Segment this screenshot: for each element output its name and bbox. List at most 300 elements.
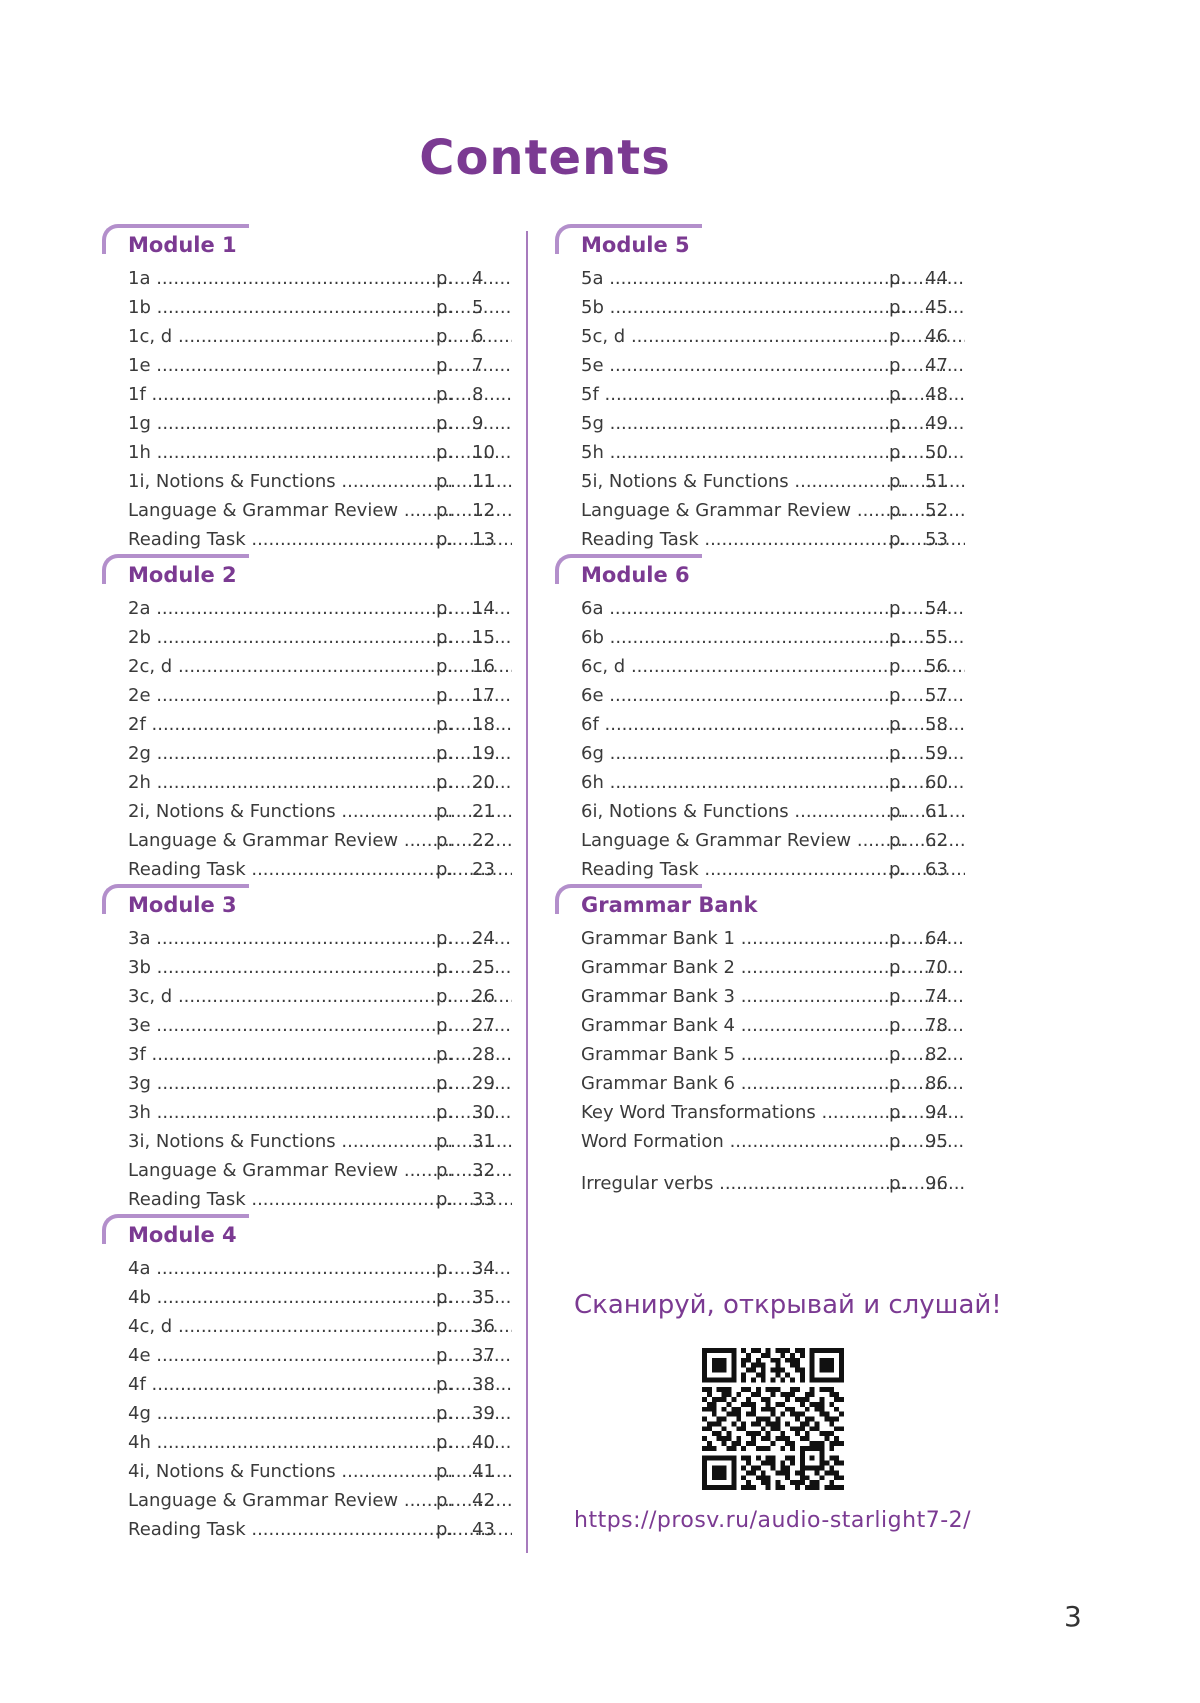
toc-row-label: 3a .....: [128, 924, 512, 953]
toc-row-page-prefix: p.: [436, 384, 454, 405]
toc-row-page-number: 49: [925, 413, 948, 434]
toc-row-page-prefix: p.: [889, 1102, 907, 1123]
toc-row-page-number: 94: [925, 1102, 948, 1123]
toc-row[interactable]: [100, 855, 495, 884]
toc-row-page-number: 33: [472, 1189, 495, 1210]
toc-row[interactable]: [553, 768, 948, 797]
toc-row[interactable]: [553, 409, 948, 438]
toc-row-label: 4h .....: [128, 1428, 512, 1457]
toc-row-label: 6i, Notions & Functions .....: [581, 797, 965, 826]
toc-row[interactable]: [553, 1169, 948, 1198]
toc-row[interactable]: [100, 1486, 495, 1515]
toc-row-page-prefix: p.: [889, 685, 907, 706]
toc-row-page-prefix: p.: [436, 743, 454, 764]
toc-row-page-number: 24: [472, 928, 495, 949]
toc-row-page-prefix: p.: [889, 384, 907, 405]
toc-row-label: 2c, d .....: [128, 652, 512, 681]
toc-row-page-prefix: p.: [889, 1131, 907, 1152]
toc-row-label: Reading Task .....: [128, 1185, 512, 1214]
toc-row-page-prefix: p.: [436, 598, 454, 619]
toc-row-label: 2b .....: [128, 623, 512, 652]
module-6-rows: [553, 594, 948, 884]
toc-row-page-number: 40: [472, 1432, 495, 1453]
toc-row[interactable]: [100, 953, 495, 982]
toc-row-page-prefix: p.: [436, 1189, 454, 1210]
toc-row-page-prefix: p.: [436, 714, 454, 735]
module-3-rows: [100, 924, 495, 1214]
toc-row-page-prefix: p.: [889, 355, 907, 376]
toc-row-page-prefix: p.: [436, 1287, 454, 1308]
toc-row-page-prefix: p.: [889, 326, 907, 347]
toc-row[interactable]: [100, 826, 495, 855]
toc-row-page-number: 6: [472, 326, 484, 347]
toc-row[interactable]: [553, 264, 948, 293]
toc-row-label: 3c, d .....: [128, 982, 512, 1011]
grammar-bank-title: Grammar Bank: [581, 893, 758, 917]
toc-row[interactable]: [100, 768, 495, 797]
toc-row-page-prefix: p.: [889, 500, 907, 521]
toc-row-page-number: 74: [925, 986, 948, 1007]
grammar-bank-section: [553, 884, 948, 1198]
toc-row-label: Reading Task .....: [128, 525, 512, 554]
toc-row-page-prefix: p.: [436, 442, 454, 463]
toc-row[interactable]: [553, 594, 948, 623]
toc-row[interactable]: [100, 681, 495, 710]
toc-row-label: 2h .....: [128, 768, 512, 797]
toc-row-page-prefix: p.: [889, 1044, 907, 1065]
toc-row-page-number: 5: [472, 297, 484, 318]
toc-row[interactable]: [553, 826, 948, 855]
toc-row[interactable]: [100, 1399, 495, 1428]
toc-row-page-number: 29: [472, 1073, 495, 1094]
toc-row-page-prefix: p.: [436, 772, 454, 793]
toc-row-page-prefix: p.: [889, 656, 907, 677]
module-5-section: [553, 224, 948, 554]
toc-row[interactable]: [100, 1011, 495, 1040]
toc-row-label: 3f .....: [128, 1040, 512, 1069]
toc-row-page-prefix: p.: [436, 685, 454, 706]
toc-row-page-number: 8: [472, 384, 484, 405]
toc-row[interactable]: [100, 467, 495, 496]
toc-row[interactable]: [100, 438, 495, 467]
toc-row-label: 5h .....: [581, 438, 965, 467]
module-5-title: Module 5: [581, 233, 690, 257]
toc-row-page-prefix: p.: [436, 1490, 454, 1511]
audio-url-link[interactable]: https://prosv.ru/audio-starlight7-2/: [574, 1508, 972, 1533]
toc-row[interactable]: [100, 1457, 495, 1486]
toc-row[interactable]: [100, 1254, 495, 1283]
toc-row-page-number: 18: [472, 714, 495, 735]
toc-row-page-number: 59: [925, 743, 948, 764]
toc-row-page-prefix: p.: [436, 268, 454, 289]
toc-row-page-number: 21: [472, 801, 495, 822]
toc-row[interactable]: [100, 1185, 495, 1214]
toc-row-label: 3h .....: [128, 1098, 512, 1127]
left-column: [100, 224, 495, 1544]
toc-row-page-prefix: p.: [889, 801, 907, 822]
toc-row-label: 4e .....: [128, 1341, 512, 1370]
toc-row[interactable]: [553, 1011, 948, 1040]
toc-row[interactable]: [553, 351, 948, 380]
toc-row-label: Language & Grammar Review .....: [128, 1486, 512, 1515]
grammar-bank-header: [553, 884, 758, 924]
module-1-header: [100, 224, 237, 264]
toc-row-page-number: 61: [925, 801, 948, 822]
toc-row-page-number: 20: [472, 772, 495, 793]
toc-row-label: Language & Grammar Review .....: [128, 1156, 512, 1185]
toc-row[interactable]: [100, 594, 495, 623]
toc-row-page-number: 28: [472, 1044, 495, 1065]
module-4-header: [100, 1214, 237, 1254]
toc-row-label: Language & Grammar Review .....: [581, 496, 965, 525]
toc-row[interactable]: [553, 623, 948, 652]
toc-row[interactable]: [100, 1370, 495, 1399]
toc-row[interactable]: [100, 1428, 495, 1457]
toc-row-page-number: 78: [925, 1015, 948, 1036]
toc-row-page-number: 43: [472, 1519, 495, 1540]
toc-row-label: Language & Grammar Review .....: [128, 826, 512, 855]
toc-row[interactable]: [553, 710, 948, 739]
toc-row-page-prefix: p.: [436, 1316, 454, 1337]
toc-row-page-prefix: p.: [889, 714, 907, 735]
toc-row-page-number: 58: [925, 714, 948, 735]
right-column: [553, 224, 948, 1198]
toc-row[interactable]: [100, 264, 484, 293]
toc-row-page-number: 42: [472, 1490, 495, 1511]
toc-row-label: Key Word Transformations .....: [581, 1098, 965, 1127]
toc-row[interactable]: [553, 496, 948, 525]
toc-row-label: Grammar Bank 6 .....: [581, 1069, 965, 1098]
irregular-verbs-rows: [553, 1169, 948, 1198]
toc-row-label: 5e .....: [581, 351, 965, 380]
page-number: 3: [1064, 1600, 1082, 1633]
toc-row[interactable]: [553, 681, 948, 710]
toc-row-page-prefix: p.: [436, 627, 454, 648]
toc-row-page-prefix: p.: [436, 1403, 454, 1424]
toc-row[interactable]: [100, 1515, 495, 1544]
toc-row-page-number: 22: [472, 830, 495, 851]
module-1-rows: [100, 264, 495, 554]
toc-row-page-prefix: p.: [889, 471, 907, 492]
toc-row-page-number: 7: [472, 355, 484, 376]
toc-row-page-prefix: p.: [436, 957, 454, 978]
toc-row-page-prefix: p.: [436, 1044, 454, 1065]
toc-row[interactable]: [553, 380, 948, 409]
toc-row-page-number: 57: [925, 685, 948, 706]
toc-row-label: Reading Task .....: [581, 525, 965, 554]
grammar-bank-rows: [553, 924, 948, 1156]
toc-row-label: 4i, Notions & Functions .....: [128, 1457, 512, 1486]
toc-row-label: 3i, Notions & Functions .....: [128, 1127, 512, 1156]
toc-row-label: 1i, Notions & Functions .....: [128, 467, 512, 496]
toc-row[interactable]: [553, 797, 948, 826]
toc-row-page-number: 48: [925, 384, 948, 405]
module-1-section: [100, 224, 495, 554]
toc-row[interactable]: [100, 1312, 495, 1341]
toc-row[interactable]: [100, 496, 495, 525]
toc-row-page-prefix: p.: [436, 830, 454, 851]
toc-row[interactable]: [100, 739, 495, 768]
toc-row-page-number: 55: [925, 627, 948, 648]
toc-row[interactable]: [553, 1069, 948, 1098]
toc-row-page-number: 54: [925, 598, 948, 619]
module-1-title: Module 1: [128, 233, 237, 257]
toc-row-label: 5b .....: [581, 293, 965, 322]
toc-row-page-number: 36: [472, 1316, 495, 1337]
toc-row-page-prefix: p.: [436, 471, 454, 492]
toc-row-page-prefix: p.: [889, 442, 907, 463]
toc-row-label: Reading Task .....: [128, 1515, 512, 1544]
toc-row-label: 1e .....: [128, 351, 512, 380]
toc-row-label: Reading Task .....: [581, 855, 965, 884]
toc-row-label: Grammar Bank 2 .....: [581, 953, 965, 982]
toc-row-page-number: 19: [472, 743, 495, 764]
toc-row-page-number: 60: [925, 772, 948, 793]
toc-row[interactable]: [100, 351, 484, 380]
toc-row-page-number: 4: [472, 268, 484, 289]
toc-row[interactable]: [100, 293, 484, 322]
toc-row-label: 1c, d .....: [128, 322, 512, 351]
toc-row[interactable]: [553, 467, 948, 496]
toc-row-page-prefix: p.: [889, 830, 907, 851]
toc-row-page-number: 46: [925, 326, 948, 347]
module-4-rows: [100, 1254, 495, 1544]
toc-row-label: 2e .....: [128, 681, 512, 710]
toc-row-page-prefix: p.: [436, 1519, 454, 1540]
toc-row-label: 4b .....: [128, 1283, 512, 1312]
toc-row-page-number: 26: [472, 986, 495, 1007]
toc-row[interactable]: [553, 438, 948, 467]
toc-row-page-number: 47: [925, 355, 948, 376]
toc-row-page-prefix: p.: [889, 268, 907, 289]
toc-row-page-prefix: p.: [436, 355, 454, 376]
toc-row-page-prefix: p.: [889, 413, 907, 434]
toc-row-page-prefix: p.: [889, 986, 907, 1007]
toc-row[interactable]: [100, 1283, 495, 1312]
toc-row-page-number: 32: [472, 1160, 495, 1181]
toc-row-page-number: 96: [925, 1173, 948, 1194]
toc-row-page-number: 16: [472, 656, 495, 677]
toc-row-label: Grammar Bank 3 .....: [581, 982, 965, 1011]
toc-row-page-number: 25: [472, 957, 495, 978]
toc-row-page-prefix: p.: [436, 1461, 454, 1482]
toc-row-page-prefix: p.: [436, 529, 454, 550]
toc-row-page-prefix: p.: [436, 1258, 454, 1279]
toc-row-page-number: 34: [472, 1258, 495, 1279]
toc-row-page-number: 62: [925, 830, 948, 851]
toc-row[interactable]: [100, 924, 495, 953]
toc-row[interactable]: [100, 797, 495, 826]
toc-row-page-prefix: p.: [436, 1432, 454, 1453]
toc-row-page-number: 63: [925, 859, 948, 880]
module-5-rows: [553, 264, 948, 554]
toc-row-label: 4c, d .....: [128, 1312, 512, 1341]
toc-row-page-number: 11: [472, 471, 495, 492]
toc-row-page-prefix: p.: [889, 627, 907, 648]
toc-row-page-number: 51: [925, 471, 948, 492]
toc-row-label: 6c, d .....: [581, 652, 965, 681]
toc-row-page-prefix: p.: [436, 500, 454, 521]
page-title: Contents: [419, 130, 671, 186]
toc-row-page-number: 35: [472, 1287, 495, 1308]
toc-row-page-number: 45: [925, 297, 948, 318]
toc-row[interactable]: [100, 652, 495, 681]
scan-prompt: Сканируй, открывай и слушай!: [574, 1290, 1002, 1320]
toc-row-page-prefix: p.: [436, 1374, 454, 1395]
toc-row-label: Grammar Bank 1 .....: [581, 924, 965, 953]
toc-row-page-number: 12: [472, 500, 495, 521]
toc-row[interactable]: [553, 322, 948, 351]
module-6-section: [553, 554, 948, 884]
section-spacer: [553, 1156, 581, 1169]
toc-row-label: 6a .....: [581, 594, 965, 623]
toc-row-label: 2a .....: [128, 594, 512, 623]
toc-row-page-number: 64: [925, 928, 948, 949]
toc-row[interactable]: [553, 652, 948, 681]
toc-row[interactable]: [100, 322, 484, 351]
toc-row[interactable]: [100, 982, 495, 1011]
toc-row-page-prefix: p.: [889, 1015, 907, 1036]
toc-row-page-prefix: p.: [889, 859, 907, 880]
toc-row-page-prefix: p.: [436, 1015, 454, 1036]
toc-row-page-prefix: p.: [889, 598, 907, 619]
toc-row-page-prefix: p.: [436, 1131, 454, 1152]
module-3-title: Module 3: [128, 893, 237, 917]
toc-row-page-number: 14: [472, 598, 495, 619]
toc-row-label: 6e .....: [581, 681, 965, 710]
toc-row-label: 6h .....: [581, 768, 965, 797]
toc-row[interactable]: [553, 739, 948, 768]
toc-row[interactable]: [553, 1040, 948, 1069]
module-2-rows: [100, 594, 495, 884]
toc-row-label: 5g .....: [581, 409, 965, 438]
toc-row-page-prefix: p.: [436, 1345, 454, 1366]
toc-row-page-prefix: p.: [436, 297, 454, 318]
toc-row-label: 1a .....: [128, 264, 512, 293]
toc-row[interactable]: [100, 623, 495, 652]
toc-row-page-number: 23: [472, 859, 495, 880]
toc-row-page-number: 39: [472, 1403, 495, 1424]
toc-row[interactable]: [553, 1098, 948, 1127]
module-4-title: Module 4: [128, 1223, 237, 1247]
toc-row-page-prefix: p.: [889, 529, 907, 550]
toc-row-page-prefix: p.: [889, 928, 907, 949]
toc-row-page-prefix: p.: [889, 772, 907, 793]
toc-row-page-number: 53: [925, 529, 948, 550]
toc-row-label: Grammar Bank 4 .....: [581, 1011, 965, 1040]
toc-row-label: 4g .....: [128, 1399, 512, 1428]
toc-row-label: 1f .....: [128, 380, 512, 409]
toc-row-label: 3g .....: [128, 1069, 512, 1098]
toc-row-label: 2g .....: [128, 739, 512, 768]
module-2-section: [100, 554, 495, 884]
toc-row-page-number: 44: [925, 268, 948, 289]
toc-row-page-number: 56: [925, 656, 948, 677]
toc-row[interactable]: [100, 1156, 495, 1185]
toc-row-page-number: 41: [472, 1461, 495, 1482]
toc-row-page-prefix: p.: [436, 986, 454, 1007]
toc-row-label: 2f .....: [128, 710, 512, 739]
module-4-section: [100, 1214, 495, 1544]
toc-row[interactable]: [100, 409, 484, 438]
toc-row-label: 6g .....: [581, 739, 965, 768]
toc-row-page-prefix: p.: [889, 1173, 907, 1194]
column-divider: [526, 231, 528, 1553]
toc-row[interactable]: [100, 710, 495, 739]
toc-row-page-prefix: p.: [436, 1073, 454, 1094]
toc-row-label: Grammar Bank 5 .....: [581, 1040, 965, 1069]
toc-row-label: Word Formation .....: [581, 1127, 965, 1156]
toc-row[interactable]: [100, 1040, 495, 1069]
toc-row-page-number: 52: [925, 500, 948, 521]
toc-row[interactable]: [553, 924, 948, 953]
toc-row[interactable]: [100, 1127, 495, 1156]
toc-row-page-number: 17: [472, 685, 495, 706]
toc-row-page-prefix: p.: [436, 656, 454, 677]
toc-row-label: 4f .....: [128, 1370, 512, 1399]
toc-row-page-prefix: p.: [436, 326, 454, 347]
toc-row-label: Irregular verbs .....: [581, 1169, 965, 1198]
toc-row[interactable]: [100, 380, 484, 409]
toc-row-page-prefix: p.: [436, 413, 454, 434]
toc-row-label: Reading Task .....: [128, 855, 512, 884]
module-2-header: [100, 554, 237, 594]
toc-row-page-prefix: p.: [889, 297, 907, 318]
toc-row-page-prefix: p.: [436, 1102, 454, 1123]
toc-row-page-prefix: p.: [436, 801, 454, 822]
toc-row-label: 3b .....: [128, 953, 512, 982]
toc-row-label: 3e .....: [128, 1011, 512, 1040]
module-6-header: [553, 554, 690, 594]
toc-row-label: Language & Grammar Review .....: [581, 826, 965, 855]
toc-row-label: 6f .....: [581, 710, 965, 739]
toc-row-page-number: 95: [925, 1131, 948, 1152]
toc-row-page-number: 70: [925, 957, 948, 978]
toc-row[interactable]: [100, 525, 495, 554]
toc-row-page-prefix: p.: [889, 957, 907, 978]
toc-row[interactable]: [553, 525, 948, 554]
toc-row[interactable]: [553, 982, 948, 1011]
toc-row-page-number: 27: [472, 1015, 495, 1036]
toc-row-label: 6b .....: [581, 623, 965, 652]
toc-row-label: Language & Grammar Review .....: [128, 496, 512, 525]
toc-row[interactable]: [100, 1341, 495, 1370]
toc-row[interactable]: [553, 953, 948, 982]
toc-row[interactable]: [100, 1098, 495, 1127]
toc-row[interactable]: [553, 855, 948, 884]
module-5-header: [553, 224, 690, 264]
toc-row-page-prefix: p.: [889, 1073, 907, 1094]
toc-row-page-number: 30: [472, 1102, 495, 1123]
toc-row-label: 2i, Notions & Functions .....: [128, 797, 512, 826]
toc-row-page-prefix: p.: [436, 1160, 454, 1181]
toc-row-page-number: 31: [472, 1131, 495, 1152]
toc-row-page-number: 10: [472, 442, 495, 463]
toc-row-page-number: 38: [472, 1374, 495, 1395]
toc-row[interactable]: [100, 1069, 495, 1098]
toc-row-label: 5f .....: [581, 380, 965, 409]
module-2-title: Module 2: [128, 563, 237, 587]
toc-row-page-number: 9: [472, 413, 484, 434]
module-3-section: [100, 884, 495, 1214]
toc-row-page-number: 37: [472, 1345, 495, 1366]
toc-row[interactable]: [553, 293, 948, 322]
qr-code-icon[interactable]: [702, 1348, 844, 1490]
toc-row[interactable]: [553, 1127, 948, 1156]
toc-row-page-prefix: p.: [889, 743, 907, 764]
toc-row-page-number: 86: [925, 1073, 948, 1094]
toc-row-label: 4a .....: [128, 1254, 512, 1283]
